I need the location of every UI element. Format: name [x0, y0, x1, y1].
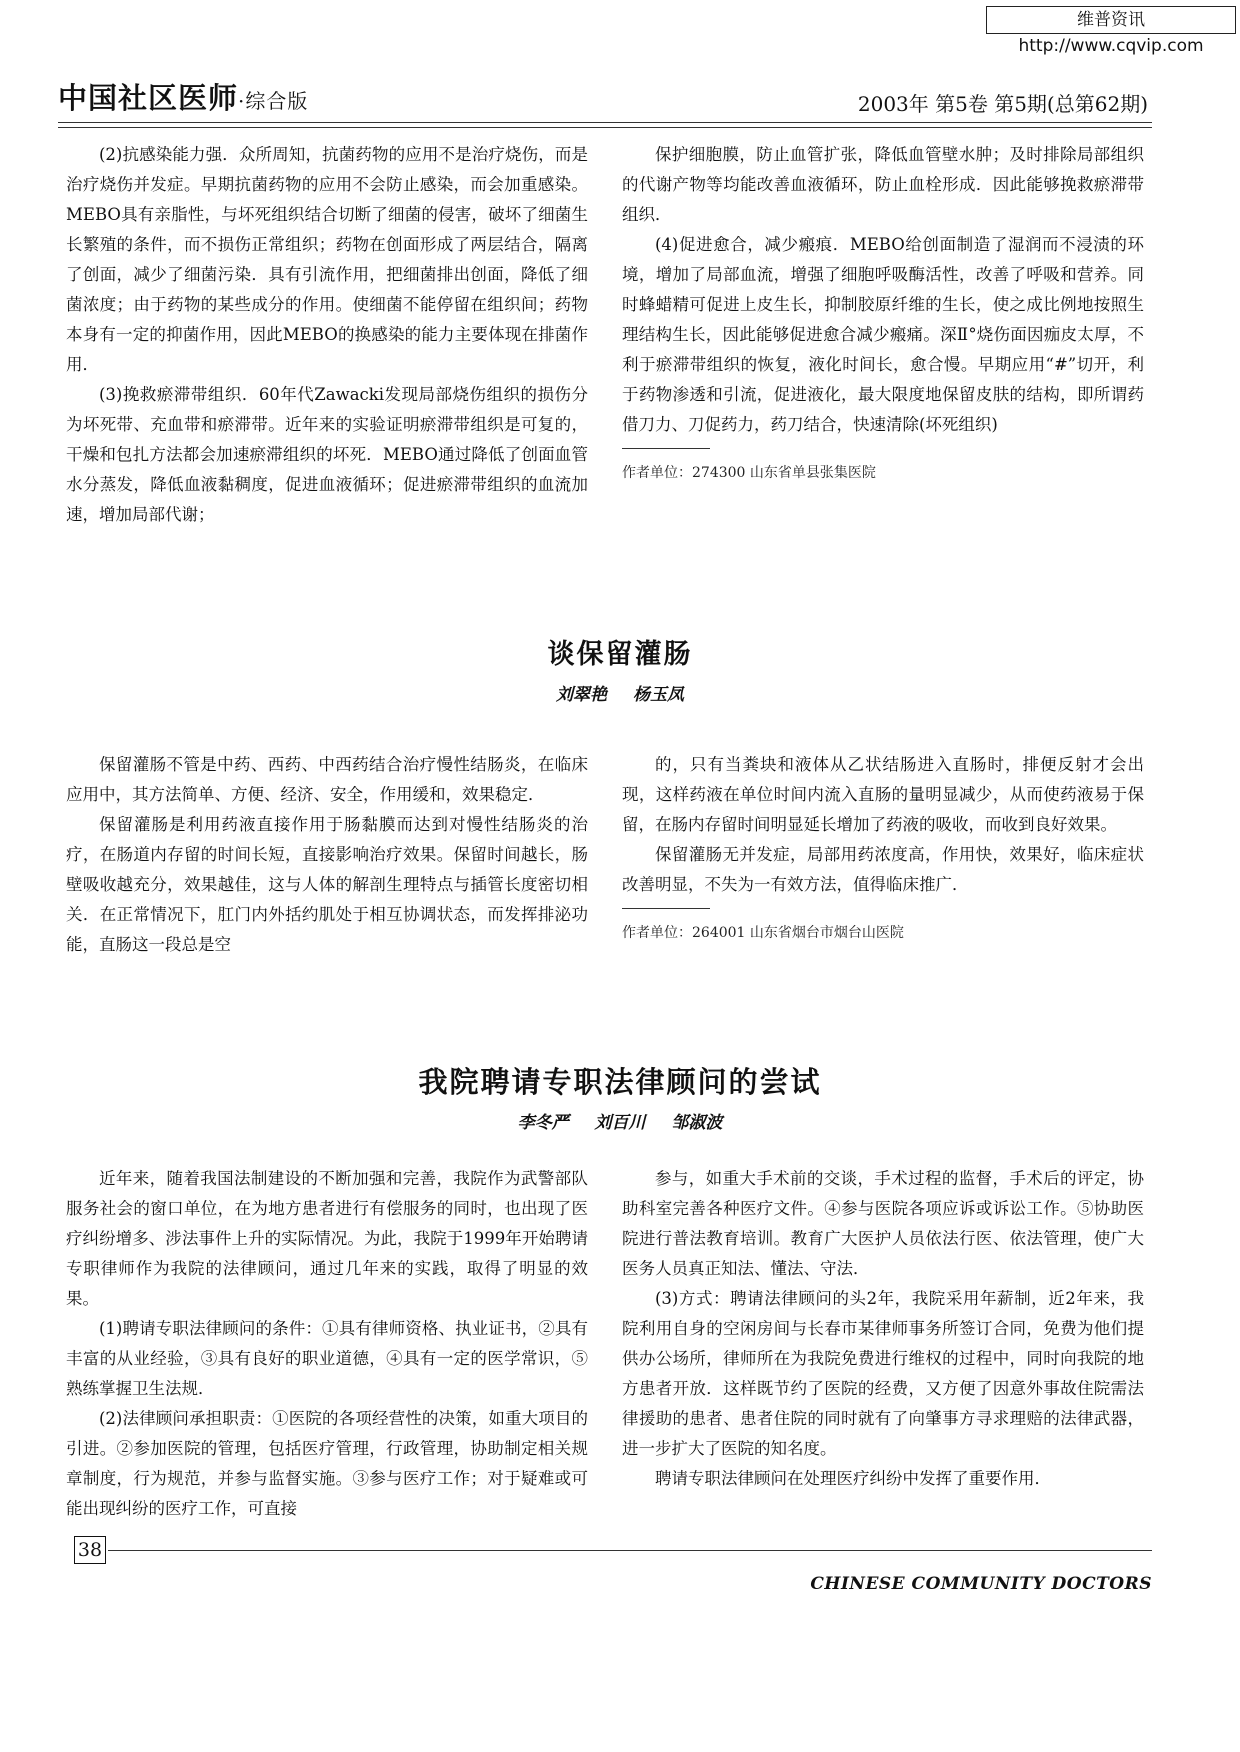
page-number: 38 — [74, 1536, 106, 1564]
footnote-separator — [622, 908, 710, 909]
article2-left-column — [66, 750, 588, 960]
paragraph: 保留灌肠不管是中药、西药、中西药结合治疗慢性结肠炎，在临床应用中，其方法简单、方便、经济、安全，作用缓和，效果稳定． — [66, 755, 588, 804]
article2-authors: 刘翠艳 杨玉凤 — [556, 685, 684, 705]
author-affiliation: 作者单位：274300 山东省单县张集医院 — [622, 465, 876, 481]
article1-left-column — [66, 140, 588, 530]
header-rule — [58, 122, 1152, 123]
paragraph: 参与，如重大手术前的交谈，手术过程的监督，手术后的评定，协助科室完善各种医疗文件。④参与医院各项应诉或诉讼工作。⑤协助医院进行普法教育培训。教育广大医护人员依法行医、依法管理，使广大医务人员真正知法、懂法、守法． — [622, 1169, 1144, 1278]
article3-title: 我院聘请专职法律顾问的尝试 — [418, 1065, 822, 1099]
footnote-separator — [622, 448, 710, 449]
article1-right-column — [622, 140, 1144, 485]
journal-english-name: CHINESE COMMUNITY DOCTORS — [810, 1574, 1152, 1594]
source-watermark: 维普资讯 http://www.cqvip.com — [986, 6, 1236, 34]
article2-title: 谈保留灌肠 — [547, 639, 693, 670]
paragraph: (2)抗感染能力强．众所周知，抗菌药物的应用不是治疗烧伤，而是治疗烧伤并发症。早期抗菌药物的应用不会防止感染，而会加重感染。MEBO具有亲脂性，与坏死组织结合切断了细菌的侵害，破坏了细菌生长繁殖的条件，而不损伤正常组织；药物在创面形成了两层结合，隔离了创面，减少了细菌污染．具有引流作用，把细菌排出创面，降低了细菌浓度；由于药物的某些成分的作用。使细菌不能停留在组织间；药物本身有一定的抑菌作用，因此MEBO的换感染的能力主要体现在排菌作用． — [66, 145, 588, 374]
article2-right-column — [622, 750, 1144, 945]
paragraph: (1)聘请专职法律顾问的条件：①具有律师资格、执业证书，②具有丰富的从业经验，③具有良好的职业道德，④具有一定的医学常识，⑤熟练掌握卫生法规． — [66, 1319, 588, 1398]
paragraph: 保留灌肠无并发症，局部用药浓度高，作用快，效果好，临床症状改善明显，不失为一有效方法，值得临床推广． — [622, 845, 1144, 894]
paragraph: (4)促进愈合，减少瘢痕．MEBO给创面制造了湿润而不浸渍的环境，增加了局部血流，增强了细胞呼吸酶活性，改善了呼吸和营养。同时蜂蜡精可促进上皮生长，抑制胶原纤维的生长，使之成比例地按照生理结构生长，因此能够促进愈合减少瘢痛。深Ⅱ°烧伤面因痂皮太厚，不利于瘀滞带组织的恢复，液化时间长，愈合慢。早期应用“#”切开，利于药物渗透和引流，促进液化，最大限度地保留皮肤的结构，即所谓药借刀力、刀促药力，药刀结合，快速清除(坏死组织) — [622, 235, 1144, 434]
author-affiliation: 作者单位：264001 山东省烟台市烟台山医院 — [622, 925, 904, 941]
issue-info: 2003年 第5卷 第5期(总第62期) — [857, 92, 1148, 116]
journal-name: 中国社区医师 — [58, 81, 239, 115]
paragraph: (3)挽救瘀滞带组织．60年代Zawacki发现局部烧伤组织的损伤分为坏死带、充血带和瘀滞带。近年来的实验证明瘀滞带组织是可复的，干燥和包扎方法都会加速瘀滞组织的坏死．MEBO通过降低了创面血管水分蒸发，降低血液黏稠度，促进血液循环；促进瘀滞带组织的血流加速，增加局部代谢； — [66, 385, 588, 524]
article3-authors: 李冬严 刘百川 邹淑波 — [517, 1113, 723, 1133]
journal-masthead — [58, 76, 308, 117]
article3-right-column — [622, 1164, 1144, 1494]
footer-rule — [108, 1550, 1152, 1551]
paragraph: 聘请专职法律顾问在处理医疗纠纷中发挥了重要作用． — [655, 1469, 1051, 1488]
paragraph: (2)法律顾问承担职责：①医院的各项经营性的决策，如重大项目的引进。②参加医院的管理，包括医疗管理，行政管理，协助制定相关规章制度，行为规范，并参与监督实施。③参与医疗工作；对于疑难或可能出现纠纷的医疗工作，可直接 — [66, 1409, 588, 1518]
paragraph: 保护细胞膜，防止血管扩张，降低血管壁水肿；及时排除局部组织的代谢产物等均能改善血液循环，防止血栓形成．因此能够挽救瘀滞带组织． — [622, 145, 1144, 224]
article3-left-column — [66, 1164, 588, 1524]
paragraph: (3)方式：聘请法律顾问的头2年，我院采用年薪制，近2年来，我院利用自身的空闲房间与长春市某律师事务所签订合同，免费为他们提供办公场所，律师所在为我院免费进行维权的过程中，同时向我院的地方患者开放．这样既节约了医院的经费，又方便了因意外事故住院需法律援助的患者、患者住院的同时就有了向肇事方寻求理赔的法律武器，进一步扩大了医院的知名度。 — [622, 1289, 1144, 1458]
header-rule-thin — [58, 127, 1152, 128]
paragraph: 的，只有当粪块和液体从乙状结肠进入直肠时，排便反射才会出现，这样药液在单位时间内流入直肠的量明显减少，从而使药液易于保留，在肠内存留时间明显延长增加了药液的吸收，而收到良好效果。 — [622, 755, 1144, 834]
journal-edition: ·综合版 — [238, 89, 309, 113]
paragraph: 保留灌肠是利用药液直接作用于肠黏膜而达到对慢性结肠炎的治疗，在肠道内存留的时间长短，直接影响治疗效果。保留时间越长，肠壁吸收越充分，效果越佳，这与人体的解剖生理特点与插管长度密切相关．在正常情况下，肛门内外括约肌处于相互协调状态，而发挥排泌功能，直肠这一段总是空 — [66, 815, 588, 954]
paragraph: 近年来，随着我国法制建设的不断加强和完善，我院作为武警部队服务社会的窗口单位，在为地方患者进行有偿服务的同时，也出现了医疗纠纷增多、涉法事件上升的实际情况。为此，我院于1999年开始聘请专职律师作为我院的法律顾问，通过几年来的实践，取得了明显的效果。 — [66, 1169, 588, 1308]
